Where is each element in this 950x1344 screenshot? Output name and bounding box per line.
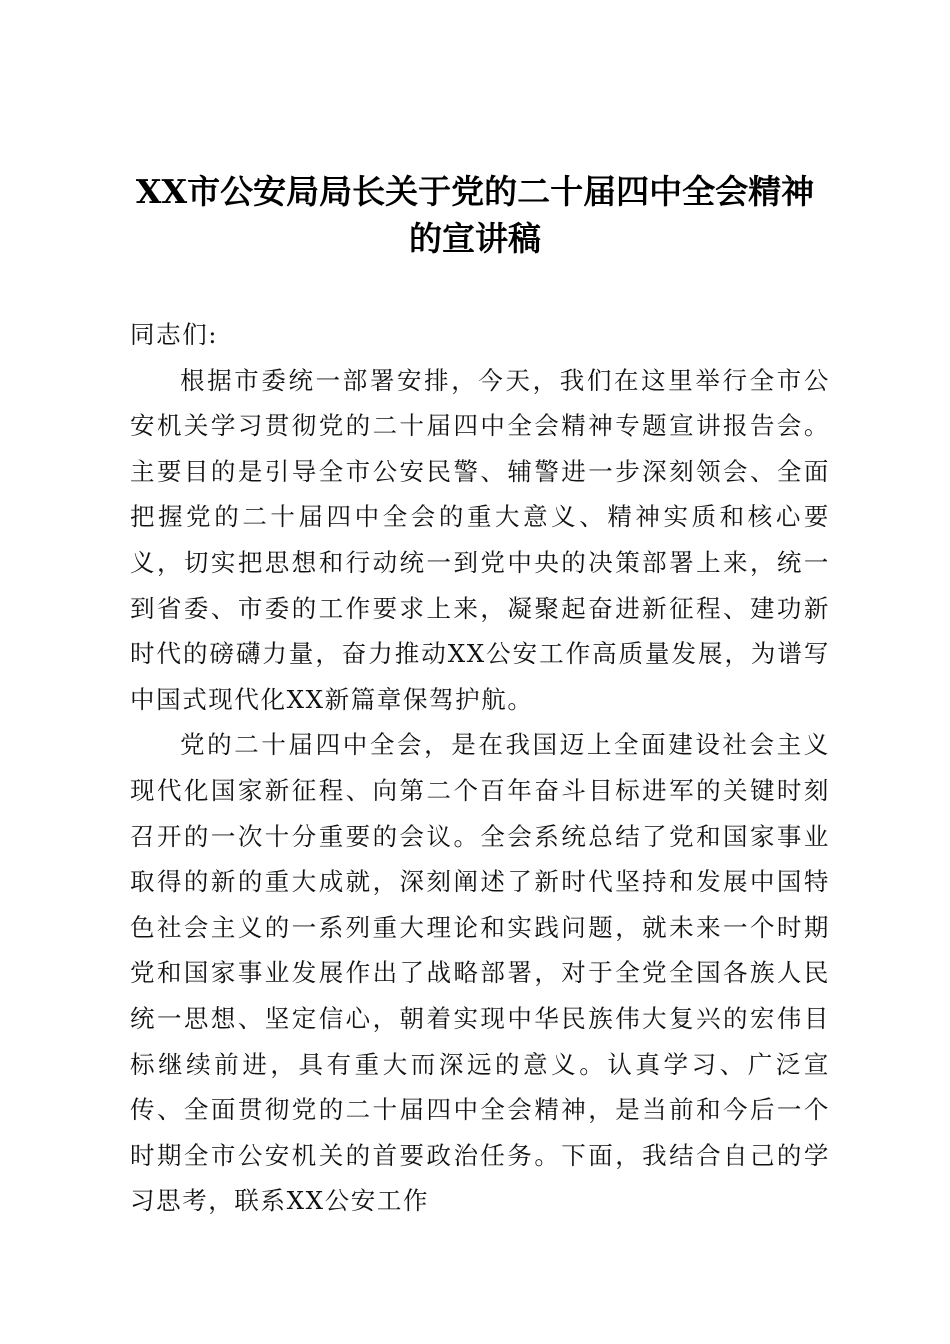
document-title: XX市公安局局长关于党的二十届四中全会精神的宣讲稿 [135, 172, 815, 258]
document-body [130, 312, 830, 1224]
salutation: 同志们: [130, 320, 219, 349]
paragraph-significance: 党的二十届四中全会，是在我国迈上全面建设社会主义现代化国家新征程、向第二个百年奋斗目标进军的关键时刻召开的一次十分重要的会议。全会系统总结了党和国家事业取得的新的重大成就，深刻阐述了新时代坚持和发展中国特色社会主义的一系列重大理论和实践问题，就未来一个时期党和国家事业发展作出了战略部署，对于全党全国各族人民统一思想、坚定信心，朝着实现中华民族伟大复兴的宏伟目标继续前进，具有重大而深远的意义。认真学习、广泛宣传、全面贯彻党的二十届四中全会精神，是当前和今后一个时期全市公安机关的首要政治任务。下面，我结合自己的学习思考，联系XX公安工作 [130, 730, 830, 1216]
paragraph-intro: 根据市委统一部署安排，今天，我们在这里举行全市公安机关学习贯彻党的二十届四中全会精神专题宣讲报告会。主要目的是引导全市公安民警、辅警进一步深刻领会、全面把握党的二十届四中全会的重大意义、精神实质和核心要义，切实把思想和行动统一到党中央的决策部署上来，统一到省委、市委的工作要求上来，凝聚起奋进新征程、建功新时代的磅礴力量，奋力推动XX公安工作高质量发展，为谱写中国式现代化XX新篇章保驾护航。 [130, 365, 830, 714]
